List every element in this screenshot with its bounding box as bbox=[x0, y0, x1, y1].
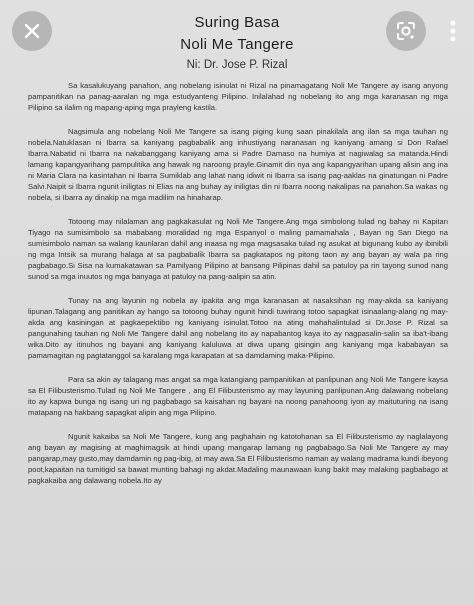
paragraph: Totoong may nilalaman ang pagkakasulat ng Noli Me Tangere.Ang mga simbolong tulad ng bahay ni Kapitan Tiyago na sumisimbolo sa mababang moralidad ng mga Espanyol o maling pamamahala , Bayan ng San Diego na sumisimbolo naman sa walang kaunlaran dahil ang inaasa ng mga magsasaka tulad ng asukat at bigunang kubo ay ibinibili ng mga Intsik sa murang halaga at sa pagbabalik Ibarra sa pagkatapos ng pitong taon ay ang bayan ay wala pa ring pagbabago.Si Sisa na kumakatawan sa Pamilyang Pilipino at bansang Pilipinas dahil sa patuloy pa rin tayong sunod nang sunod sa mga inuutos ng mga banyaga at patuloy na pang-aalipin sa atin. bbox=[28, 217, 448, 281]
document-title: Suring Basa bbox=[194, 14, 280, 31]
close-icon bbox=[23, 22, 41, 40]
google-lens-icon bbox=[395, 20, 417, 42]
close-button[interactable] bbox=[12, 11, 52, 51]
paragraph: Ngunit kakaiba sa Noli Me Tangere, kung ang paghahain ng katotohanan sa El Filibusterismo ay naglalayong ang bayan ay magising at maghimagsik at hindi upang mangarap lamang ng pagbabago.Sa Noli Me Tangere ay may pangarap,may gusto,may damdamin ng pag-ibig, at may awa.Sa El Filibusterismo naman ay walang madrama kundi ibeyong poot,kapaitan na tumitigid sa bawat munting bahagi ng akdat.Madaling maunawaan kung bakit may malaking pagbabago at pagkakaiba ang dalawang nobela.Ito ay bbox=[28, 432, 448, 485]
paragraph: Nagsimula ang nobelang Noli Me Tangere sa isang piging kung saan pinakilala ang ilan sa mga tauhan ng nobela.Natuklasan ni Ibarra sa kaniyang pagbabalik ang inhustiyang naranasan ng kaniyang amang si Don Rafael Ibarra.Nabatid ni Ibarra na nakabanggang kaniyang ama si Padre Damaso na humiya at nagiwalag sa matanda.Hindi lamang kapangyarihang pampulitika ang hawak ng naroong prayle.Ginamit din nya ang kapangyarihan upang alisin ang ina ni Maria Clara na kasintahan ni Ibarra Sumiklab ang lahat nang idiwit ni Ibarra sa isang pag-aaklas na ginatungan ni Padre Salvi.Naipit si Ibarra ngunit iniligtas ni Elias na ang buhay ay iniligtas din ni Ibarra noong nakalipas na panahon.Sa wakas ng nobela, si Ibarra ay dinakip na mga madilim na hinaharap. bbox=[28, 127, 448, 202]
document-author: Ni: Dr. Jose P. Rizal bbox=[186, 59, 288, 71]
document-subtitle: Noli Me Tangere bbox=[180, 36, 294, 53]
paragraph: Sa kasalukuyang panahon, ang nobelang isinulat ni Rizal na pinamagatang Noli Me Tangere ay isang anyong pampanitikan na panag-aaralan ng mga estudyanteng Pilipino. Inilalahad ng nobelang ito ang mga karanasan ng mga Pilipino sa ilalim ng mapang-aping mga prayleng kastila. bbox=[28, 81, 448, 112]
more-vertical-icon bbox=[450, 20, 456, 42]
paragraph: Tunay na ang layunin ng nobela ay ipakita ang mga karanasan at nasaksihan ng may-akda sa kaniyang lipunan.Talagang ang panitikan ay hango sa totoong buhay ngunit hindi tuwirang totoo sapagkat isinaalang-alang ng may-akda ang kasiningan at pagkaepektibo ng kaniyang isinulat.Totoo na ating mahahalintulad si Dr.Jose P. Rizal sa pangunahing tauhan ng Noli Me Tangere dahil ang nobelang ito ay napabantog kaya ito ay nagpasalin-salin sa iba't-ibang wika.Dito ay itinuhos ng bayani ang kaniyang kaluluwa at diwa upang gisingin ang kaniyang mga kababayan sa pamamagitan ng pagtatanggol sa karalang mga karapatan at sa damdaming maka-Pilipino. bbox=[28, 296, 448, 360]
more-options-button[interactable] bbox=[436, 11, 470, 51]
document-body bbox=[28, 80, 448, 499]
google-lens-button[interactable] bbox=[386, 11, 426, 51]
paragraph: Para sa akin ay talagang mas angat sa mga katangiang pampanitikan at panlipunan ang Noli Me Tangere kaysa sa El Filibusterismo.Tulad ng Noli Me Tangere , ang El Filibusterismo ay may layuning panlipunan.Ang dalawang nobelang ito ay kapwa bunga ng isang uri ng pagbabago sa kaisahan ng bayani na noong panahoong iyon ay maituturing na isang matapang na hakbang sapagkat alipin ang mga Pilipino. bbox=[28, 375, 448, 417]
